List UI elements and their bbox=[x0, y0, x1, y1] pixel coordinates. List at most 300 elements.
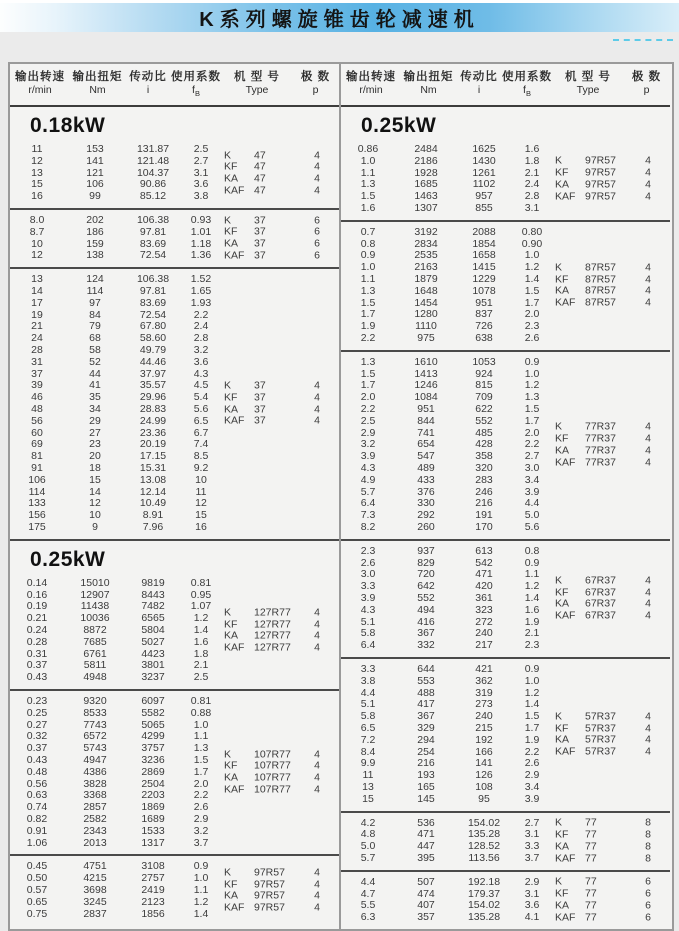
cell-service-factor: 1.18 bbox=[190, 237, 212, 250]
cell-ratio: 104.37 bbox=[136, 166, 170, 179]
cell-output-speed: 31 bbox=[31, 355, 43, 368]
header-cell bbox=[125, 70, 171, 100]
poles-column bbox=[627, 156, 669, 203]
poles-column bbox=[296, 749, 338, 796]
model-column bbox=[555, 711, 625, 758]
cell-output-torque: 829 bbox=[417, 556, 435, 569]
cell-output-speed: 46 bbox=[31, 391, 43, 404]
cell-output-speed: 0.25 bbox=[26, 706, 48, 719]
model-prefix: KAF bbox=[555, 745, 576, 758]
pole-count: 4 bbox=[645, 733, 651, 746]
cell-output-speed: 0.32 bbox=[26, 730, 48, 743]
cell-output-speed: 4.9 bbox=[360, 473, 376, 486]
cell-service-factor: 2.1 bbox=[524, 166, 540, 179]
numeric-grid bbox=[341, 877, 553, 924]
cell-service-factor: 0.81 bbox=[190, 694, 212, 707]
cell-ratio: 1102 bbox=[472, 178, 496, 191]
cell-service-factor: 1.6 bbox=[193, 635, 209, 648]
cell-output-speed: 10 bbox=[31, 237, 43, 250]
model-size: 77 bbox=[585, 851, 597, 864]
cell-output-speed: 5.8 bbox=[360, 627, 376, 640]
pole-count: 8 bbox=[645, 840, 651, 853]
pole-count: 4 bbox=[314, 414, 320, 427]
gear-data-block bbox=[10, 573, 339, 689]
pole-count: 8 bbox=[645, 851, 651, 864]
cell-output-torque: 68 bbox=[89, 332, 101, 345]
model-prefix: K bbox=[224, 148, 232, 161]
cell-output-speed: 37 bbox=[31, 367, 43, 380]
cell-service-factor: 7.4 bbox=[193, 438, 209, 451]
cell-ratio: 97.81 bbox=[139, 285, 167, 298]
numeric-grid bbox=[10, 144, 222, 203]
cell-service-factor: 1.4 bbox=[193, 907, 209, 920]
cell-ratio: 320 bbox=[475, 462, 493, 475]
gear-data-block bbox=[10, 854, 339, 925]
pole-count: 4 bbox=[314, 379, 320, 392]
cell-output-torque: 376 bbox=[417, 485, 435, 498]
power-section bbox=[341, 107, 670, 929]
cell-output-torque: 507 bbox=[417, 875, 435, 888]
power-section bbox=[10, 539, 339, 926]
cell-output-speed: 0.75 bbox=[26, 907, 48, 920]
header-cell bbox=[293, 70, 338, 100]
cell-service-factor: 2.7 bbox=[524, 450, 540, 463]
model-prefix: KAF bbox=[224, 641, 245, 654]
cell-output-torque: 11438 bbox=[80, 600, 110, 613]
pole-count: 6 bbox=[645, 899, 651, 912]
cell-service-factor: 1.9 bbox=[524, 615, 540, 628]
cell-output-torque: 2834 bbox=[414, 237, 438, 250]
gear-data-block bbox=[341, 350, 670, 539]
model-prefix: KF bbox=[224, 759, 238, 772]
cell-output-torque: 2163 bbox=[414, 261, 438, 274]
cell-output-speed: 91 bbox=[31, 462, 43, 475]
cell-service-factor: 1.8 bbox=[193, 647, 209, 660]
cell-service-factor: 2.8 bbox=[193, 332, 209, 345]
cell-service-factor: 3.7 bbox=[524, 851, 540, 864]
cell-output-torque: 58 bbox=[89, 344, 101, 357]
pole-count: 4 bbox=[645, 574, 651, 587]
model-size: 77R37 bbox=[585, 420, 616, 433]
model-prefix: KF bbox=[555, 166, 569, 179]
header-unit: p bbox=[312, 84, 319, 96]
model-size: 77 bbox=[585, 887, 597, 900]
model-size: 37 bbox=[254, 237, 266, 250]
model-size: 97R57 bbox=[254, 889, 285, 902]
pole-count: 4 bbox=[314, 783, 320, 796]
cell-output-torque: 416 bbox=[417, 615, 435, 628]
cell-service-factor: 2.9 bbox=[524, 875, 540, 888]
model-size: 77 bbox=[585, 828, 597, 841]
cell-service-factor: 1.7 bbox=[193, 765, 209, 778]
cell-ratio: 924 bbox=[475, 367, 493, 380]
model-size: 127R77 bbox=[254, 618, 291, 631]
cell-service-factor: 1.2 bbox=[524, 261, 540, 274]
cell-output-speed: 0.45 bbox=[26, 860, 48, 873]
cell-output-speed: 0.65 bbox=[26, 895, 48, 908]
pole-count: 4 bbox=[314, 172, 320, 185]
cell-ratio: 1229 bbox=[472, 273, 496, 286]
cell-output-speed: 1.5 bbox=[360, 296, 376, 309]
cell-output-torque: 8533 bbox=[83, 706, 107, 719]
cell-output-torque: 1307 bbox=[414, 202, 438, 215]
model-row bbox=[224, 185, 294, 197]
cell-ratio: 83.69 bbox=[139, 296, 167, 309]
model-size: 107R77 bbox=[254, 759, 291, 772]
cell-output-speed: 1.1 bbox=[360, 166, 376, 179]
cell-ratio: 4423 bbox=[141, 647, 165, 660]
model-size: 37 bbox=[254, 379, 266, 392]
cell-service-factor: 2.3 bbox=[524, 639, 540, 652]
cell-service-factor: 3.4 bbox=[524, 473, 540, 486]
cell-output-speed: 0.9 bbox=[360, 249, 376, 262]
cell-service-factor: 1.7 bbox=[524, 721, 540, 734]
cell-service-factor: 0.9 bbox=[524, 556, 540, 569]
cell-output-torque: 844 bbox=[417, 414, 435, 427]
model-size: 107R77 bbox=[254, 748, 291, 761]
cell-output-torque: 3828 bbox=[83, 777, 107, 790]
cell-ratio: 58.60 bbox=[139, 332, 167, 345]
cell-output-torque: 3698 bbox=[83, 883, 107, 896]
header-unit-subscript: B bbox=[525, 89, 531, 99]
model-size: 47 bbox=[254, 172, 266, 185]
cell-service-factor: 1.6 bbox=[524, 143, 540, 156]
cell-output-torque: 1463 bbox=[414, 190, 438, 203]
cell-output-torque: 2837 bbox=[83, 907, 107, 920]
cell-output-speed: 0.74 bbox=[26, 801, 48, 814]
cell-output-torque: 332 bbox=[417, 639, 435, 652]
cell-service-factor: 3.1 bbox=[193, 166, 209, 179]
header-unit: $f_B$ bbox=[523, 84, 531, 99]
cell-output-speed: 4.7 bbox=[360, 887, 376, 900]
cell-output-torque: 1648 bbox=[414, 284, 438, 297]
cell-output-speed: 8.2 bbox=[360, 521, 376, 533]
cell-output-torque: 329 bbox=[417, 721, 435, 734]
cell-ratio: 5804 bbox=[141, 623, 165, 636]
model-size: 77 bbox=[585, 911, 597, 924]
cell-output-speed: 0.8 bbox=[360, 237, 376, 250]
cell-service-factor: 1.07 bbox=[190, 600, 212, 613]
model-row bbox=[555, 434, 625, 446]
cell-output-torque: 6572 bbox=[83, 730, 107, 743]
cell-service-factor: 1.0 bbox=[524, 367, 540, 380]
model-prefix: K bbox=[555, 574, 563, 587]
cell-service-factor: 3.9 bbox=[524, 485, 540, 498]
model-column bbox=[555, 877, 625, 924]
cell-ratio: 1430 bbox=[472, 154, 496, 167]
cell-service-factor: 3.7 bbox=[193, 836, 209, 849]
pole-count: 8 bbox=[645, 828, 651, 841]
numeric-grid bbox=[341, 144, 553, 215]
power-rating-label: 0.25kW bbox=[361, 114, 437, 138]
model-size: 57R37 bbox=[585, 721, 616, 734]
cell-ratio: 24.99 bbox=[139, 414, 167, 427]
model-prefix: K bbox=[555, 154, 563, 167]
cell-output-speed: 1.7 bbox=[360, 308, 376, 321]
model-size: 87R57 bbox=[585, 284, 616, 297]
cell-ratio: 215 bbox=[475, 721, 493, 734]
cell-output-speed: 5.7 bbox=[360, 485, 376, 498]
model-prefix: KF bbox=[555, 586, 569, 599]
model-size: 67R37 bbox=[585, 586, 616, 599]
cell-output-torque: 552 bbox=[417, 591, 435, 604]
header-unit-subscript: B bbox=[194, 89, 200, 99]
pole-count: 4 bbox=[314, 889, 320, 902]
cell-ratio: 273 bbox=[475, 698, 493, 711]
cell-ratio: 90.86 bbox=[139, 178, 167, 191]
poles-column bbox=[627, 818, 669, 865]
pole-count: 4 bbox=[645, 710, 651, 723]
pole-count: 4 bbox=[314, 160, 320, 173]
cell-output-torque: 15 bbox=[89, 473, 101, 486]
cell-ratio: 131.87 bbox=[136, 143, 170, 156]
pole-count: 4 bbox=[645, 609, 651, 622]
cell-output-torque: 937 bbox=[417, 544, 435, 557]
pole-count: 4 bbox=[314, 184, 320, 197]
model-prefix: KA bbox=[555, 733, 570, 746]
cell-ratio: 613 bbox=[475, 544, 493, 557]
model-prefix: KA bbox=[555, 444, 570, 457]
model-size: 77 bbox=[585, 899, 597, 912]
pole-count: 6 bbox=[314, 237, 320, 250]
pole-count: 4 bbox=[645, 721, 651, 734]
cell-output-speed: 69 bbox=[31, 438, 43, 451]
header-label-cn: 输出转速 bbox=[346, 71, 396, 83]
cell-output-torque: 145 bbox=[417, 792, 435, 805]
cell-service-factor: 3.1 bbox=[524, 202, 540, 215]
cell-output-torque: 7685 bbox=[83, 635, 107, 648]
cell-output-torque: 165 bbox=[417, 780, 435, 793]
cell-output-torque: 124 bbox=[86, 273, 104, 286]
model-size: 127R77 bbox=[254, 606, 291, 619]
model-row bbox=[555, 587, 625, 599]
cell-output-torque: 4386 bbox=[83, 765, 107, 778]
cell-output-torque: 5743 bbox=[83, 742, 107, 755]
power-rating-label: 0.25kW bbox=[30, 547, 106, 571]
header-cell bbox=[401, 70, 456, 100]
pole-count: 4 bbox=[314, 606, 320, 619]
cell-ratio: 361 bbox=[475, 591, 493, 604]
model-column bbox=[555, 262, 625, 309]
cell-output-torque: 121 bbox=[86, 166, 104, 179]
cell-ratio: 319 bbox=[475, 686, 493, 699]
pole-count: 4 bbox=[645, 166, 651, 179]
cell-service-factor: 0.9 bbox=[524, 662, 540, 675]
model-prefix: KAF bbox=[224, 184, 245, 197]
model-size: 97R57 bbox=[585, 166, 616, 179]
model-row bbox=[555, 723, 625, 735]
cell-service-factor: 3.2 bbox=[193, 344, 209, 357]
cell-output-speed: 0.21 bbox=[26, 612, 48, 625]
cell-ratio: 20.19 bbox=[139, 438, 167, 451]
cell-ratio: 154.02 bbox=[467, 899, 501, 912]
model-prefix: K bbox=[224, 379, 232, 392]
model-prefix: KA bbox=[224, 889, 239, 902]
cell-service-factor: 6.5 bbox=[193, 414, 209, 427]
pole-count: 4 bbox=[314, 618, 320, 631]
cell-output-speed: 1.9 bbox=[360, 320, 376, 333]
header-label-cn: 传动比 bbox=[460, 71, 498, 83]
header-cell bbox=[502, 70, 552, 100]
model-column bbox=[224, 749, 294, 796]
model-column bbox=[555, 575, 625, 622]
sections bbox=[341, 107, 670, 929]
cell-output-speed: 6.3 bbox=[360, 911, 376, 924]
cell-ratio: 128.52 bbox=[467, 840, 501, 853]
model-prefix: KF bbox=[224, 225, 238, 238]
cell-output-speed: 11 bbox=[31, 143, 43, 156]
cell-output-torque: 4948 bbox=[83, 671, 107, 684]
cell-output-speed: 4.3 bbox=[360, 462, 376, 475]
pole-count: 4 bbox=[645, 261, 651, 274]
cell-ratio: 2757 bbox=[141, 872, 165, 885]
cell-service-factor: 3.3 bbox=[524, 840, 540, 853]
cell-output-speed: 106 bbox=[28, 473, 46, 486]
model-size: 107R77 bbox=[254, 783, 291, 796]
cell-output-speed: 0.43 bbox=[26, 671, 48, 684]
cell-ratio: 726 bbox=[475, 320, 493, 333]
cell-ratio: 1415 bbox=[472, 261, 496, 274]
numeric-grid bbox=[341, 664, 553, 806]
cell-service-factor: 3.0 bbox=[524, 462, 540, 475]
model-row bbox=[224, 643, 294, 655]
pole-count: 8 bbox=[645, 816, 651, 829]
model-size: 37 bbox=[254, 214, 266, 227]
model-row bbox=[224, 784, 294, 796]
header-label-cn: 输出扭矩 bbox=[403, 71, 454, 83]
cell-output-speed: 6.4 bbox=[360, 497, 376, 510]
cell-ratio: 542 bbox=[475, 556, 493, 569]
cell-service-factor: 1.7 bbox=[524, 296, 540, 309]
cell-service-factor: 1.2 bbox=[524, 686, 540, 699]
header-cell bbox=[171, 70, 221, 100]
model-prefix: K bbox=[224, 748, 232, 761]
cell-service-factor: 1.5 bbox=[524, 710, 540, 723]
cell-output-torque: 1413 bbox=[414, 367, 438, 380]
cell-service-factor: 4.4 bbox=[524, 497, 540, 510]
poles-column bbox=[296, 607, 338, 654]
pole-count: 6 bbox=[314, 249, 320, 262]
model-prefix: K bbox=[555, 420, 563, 433]
pole-count: 4 bbox=[314, 148, 320, 161]
cell-service-factor: 2.0 bbox=[193, 777, 209, 790]
cell-ratio: 85.12 bbox=[139, 190, 167, 203]
cell-output-speed: 0.24 bbox=[26, 623, 48, 636]
table-column-right bbox=[339, 64, 670, 929]
model-row bbox=[555, 457, 625, 469]
model-prefix: KA bbox=[224, 237, 239, 250]
cell-service-factor: 2.0 bbox=[524, 426, 540, 439]
cell-ratio: 97.81 bbox=[139, 225, 167, 238]
cell-ratio: 638 bbox=[475, 332, 493, 345]
cell-output-torque: 7743 bbox=[83, 718, 107, 731]
cell-service-factor: 5.6 bbox=[524, 521, 540, 533]
cell-service-factor: 3.4 bbox=[524, 780, 540, 793]
cell-ratio: 29.96 bbox=[139, 391, 167, 404]
cell-output-torque: 294 bbox=[417, 733, 435, 746]
cell-ratio: 815 bbox=[475, 379, 493, 392]
cell-ratio: 2504 bbox=[141, 777, 165, 790]
model-prefix: KA bbox=[555, 840, 570, 853]
cell-ratio: 1854 bbox=[472, 237, 496, 250]
model-size: 57R37 bbox=[585, 733, 616, 746]
cell-service-factor: 0.88 bbox=[190, 706, 212, 719]
cell-service-factor: 2.5 bbox=[193, 671, 209, 684]
cell-ratio: 7.96 bbox=[142, 521, 164, 533]
cell-service-factor: 5.4 bbox=[193, 391, 209, 404]
cell-output-torque: 741 bbox=[417, 426, 435, 439]
cell-ratio: 135.28 bbox=[467, 828, 501, 841]
pole-count: 6 bbox=[645, 875, 651, 888]
cell-service-factor: 1.2 bbox=[524, 580, 540, 593]
cell-output-speed: 2.9 bbox=[360, 426, 376, 439]
model-prefix: KA bbox=[555, 597, 570, 610]
cell-output-speed: 1.3 bbox=[360, 284, 376, 297]
cell-ratio: 17.15 bbox=[139, 450, 167, 463]
cell-service-factor: 2.1 bbox=[524, 627, 540, 640]
cell-service-factor: 1.1 bbox=[193, 730, 209, 743]
model-prefix: KF bbox=[555, 828, 569, 841]
cell-service-factor: 1.5 bbox=[524, 284, 540, 297]
gear-data-block bbox=[341, 539, 670, 657]
cell-output-speed: 7.2 bbox=[360, 733, 376, 746]
cell-service-factor: 3.2 bbox=[193, 824, 209, 837]
cell-output-torque: 2484 bbox=[414, 143, 438, 156]
cell-service-factor: 2.3 bbox=[524, 320, 540, 333]
cell-output-speed: 13 bbox=[31, 273, 43, 286]
header-label-cn: 极 数 bbox=[631, 71, 662, 83]
cell-ratio: 9819 bbox=[141, 576, 165, 589]
cell-service-factor: 1.7 bbox=[524, 414, 540, 427]
model-column bbox=[224, 607, 294, 654]
spec-table bbox=[8, 62, 674, 931]
cell-service-factor: 12 bbox=[195, 497, 207, 510]
pole-count: 4 bbox=[314, 901, 320, 914]
cell-ratio: 709 bbox=[475, 391, 493, 404]
cell-output-torque: 951 bbox=[417, 403, 435, 416]
cell-output-speed: 60 bbox=[31, 426, 43, 439]
title-bar bbox=[0, 3, 679, 32]
cell-service-factor: 8.5 bbox=[193, 450, 209, 463]
cell-ratio: 141 bbox=[475, 757, 493, 770]
cell-service-factor: 1.4 bbox=[524, 591, 540, 604]
cell-output-torque: 159 bbox=[86, 237, 104, 250]
cell-output-torque: 292 bbox=[417, 509, 435, 522]
gear-data-block bbox=[10, 689, 339, 854]
cell-output-torque: 138 bbox=[86, 249, 104, 262]
header-unit: r/min bbox=[28, 84, 52, 96]
cell-ratio: 10.49 bbox=[139, 497, 167, 510]
cell-output-torque: 2857 bbox=[83, 801, 107, 814]
model-prefix: KAF bbox=[224, 249, 245, 262]
cell-output-torque: 3368 bbox=[83, 789, 107, 802]
cell-output-speed: 2.2 bbox=[360, 332, 376, 345]
gear-data-block bbox=[341, 811, 670, 870]
cell-service-factor: 1.9 bbox=[524, 733, 540, 746]
cell-ratio: 1689 bbox=[141, 812, 165, 825]
model-row bbox=[224, 392, 294, 404]
gear-data-block bbox=[341, 657, 670, 811]
model-size: 77R37 bbox=[585, 444, 616, 457]
cell-output-speed: 5.1 bbox=[360, 698, 376, 711]
model-column bbox=[555, 156, 625, 203]
cell-output-speed: 19 bbox=[31, 308, 43, 321]
cell-ratio: 126 bbox=[475, 769, 493, 782]
cell-service-factor: 0.9 bbox=[524, 355, 540, 368]
cell-output-speed: 0.14 bbox=[26, 576, 48, 589]
model-row bbox=[555, 274, 625, 286]
header-unit: i bbox=[477, 84, 481, 96]
